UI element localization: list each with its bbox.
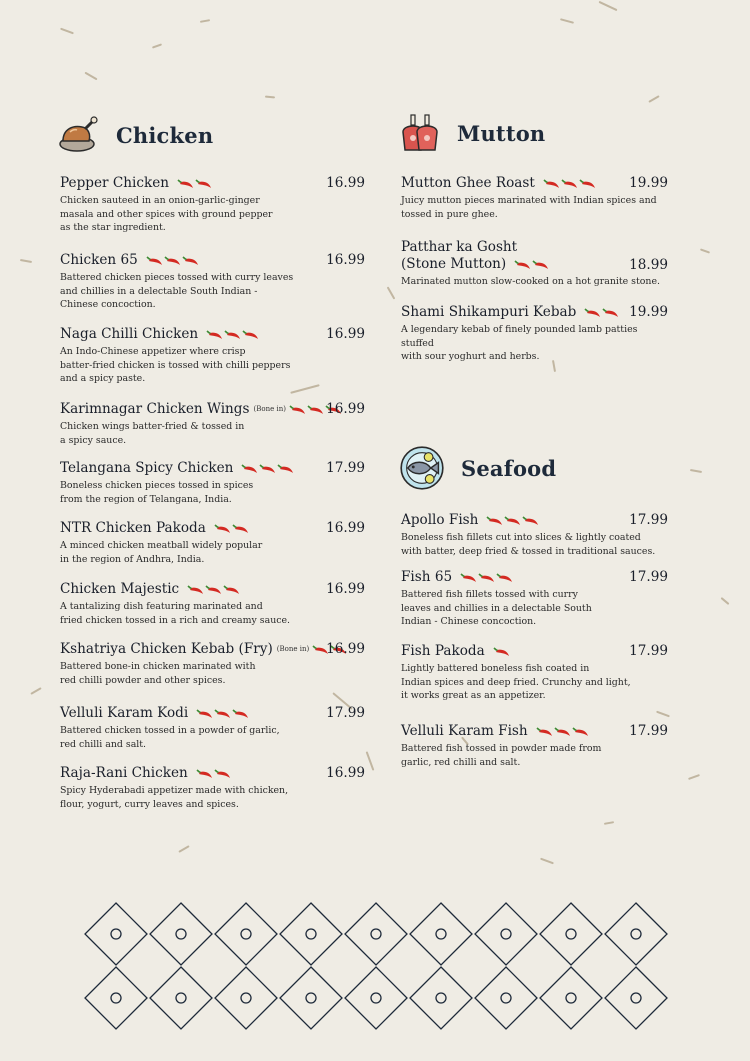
menu-item-description: Spicy Hyderabadi appetizer made with chicken, flour, yogurt, curry leaves and spices. [60, 785, 289, 810]
chili-pepper-icon [478, 573, 495, 583]
spice-level [196, 709, 249, 719]
menu-item-name-row [60, 641, 365, 658]
menu-item-price: 18.99 [629, 257, 668, 273]
menu-item-price: 16.99 [326, 252, 365, 268]
diamond-motif [540, 903, 602, 965]
menu-item [60, 765, 365, 811]
menu-item-name-row [60, 520, 365, 537]
chili-pepper-icon [177, 179, 194, 189]
menu-item [60, 252, 365, 312]
mutton-section-header [399, 112, 545, 154]
chili-pepper-icon [164, 256, 181, 266]
chili-pepper-icon [187, 585, 204, 595]
paper-fleck [540, 858, 554, 865]
menu-item-description: Chicken wings batter-fried & tossed in a spicy sauce. [60, 421, 245, 446]
spice-level [206, 330, 259, 340]
spice-level [241, 464, 294, 474]
chili-pepper-icon [224, 330, 241, 340]
menu-item-name: Apollo Fish [401, 512, 479, 528]
chili-pepper-icon [242, 330, 259, 340]
menu-item-description: Marinated mutton slow-cooked on a hot granite stone. [401, 276, 660, 287]
menu-item-description: Battered fish tossed in powder made from garlic, red chilli and salt. [401, 743, 602, 768]
menu-item-description: A tantalizing dish featuring marinated and fried chicken tossed in a rich and creamy sauce. [60, 601, 291, 626]
chicken-section-header [58, 114, 213, 156]
mutton-menu-list [401, 175, 668, 375]
spice-level [584, 308, 619, 318]
chili-pepper-icon [561, 179, 578, 189]
menu-item-name-row [401, 512, 668, 529]
menu-item-price: 17.99 [326, 705, 365, 721]
menu-item [401, 723, 668, 769]
spice-level [486, 516, 539, 526]
chili-pepper-icon [241, 464, 258, 474]
menu-item [401, 643, 668, 703]
menu-item-name-row [401, 239, 668, 256]
menu-item [60, 641, 365, 687]
diamond-motif [605, 967, 667, 1029]
chili-pepper-icon [214, 709, 231, 719]
menu-item-name-row [401, 175, 668, 192]
roast-chicken-icon [58, 114, 100, 156]
fish-plate-icon [399, 445, 445, 491]
diamond-motif [85, 967, 147, 1029]
menu-item-name: NTR Chicken Pakoda [60, 520, 206, 536]
chili-pepper-icon [259, 464, 276, 474]
diamond-motif [280, 967, 342, 1029]
diamond-motif [150, 967, 212, 1029]
spice-level [214, 524, 249, 534]
paper-fleck [30, 687, 41, 695]
paper-fleck [152, 43, 162, 48]
menu-item-note: (Bone in) [253, 405, 286, 413]
menu-item [60, 581, 365, 627]
menu-item [401, 569, 668, 629]
paper-fleck [648, 95, 659, 103]
menu-item-price: 19.99 [629, 304, 668, 320]
spice-level [187, 585, 240, 595]
menu-item-name-row [401, 304, 668, 321]
chili-pepper-icon [496, 573, 513, 583]
paper-fleck [700, 248, 710, 253]
menu-item [401, 175, 668, 221]
menu-item-name: Kshatriya Chicken Kebab (Fry) [60, 641, 273, 657]
diamond-motif [150, 903, 212, 965]
chicken-menu-list [60, 175, 365, 835]
menu-item-name-row [60, 401, 365, 418]
menu-item-name-row [60, 581, 365, 598]
paper-fleck [265, 96, 275, 99]
menu-item-name: Shami Shikampuri Kebab [401, 304, 577, 320]
chili-pepper-icon [223, 585, 240, 595]
menu-item-name: Karimnagar Chicken Wings [60, 401, 250, 417]
chili-pepper-icon [554, 727, 571, 737]
chili-pepper-icon [232, 524, 249, 534]
paper-fleck [599, 1, 618, 11]
chili-pepper-icon [307, 405, 324, 415]
diamond-motif [410, 903, 472, 965]
diamond-motif [475, 967, 537, 1029]
paper-fleck [84, 72, 97, 81]
menu-item-price: 16.99 [326, 401, 365, 417]
diamond-motif [410, 967, 472, 1029]
menu-item-description: Boneless fish fillets cut into slices & lightly coated with batter, deep fried & tossed in traditional sauces. [401, 532, 656, 557]
menu-item [60, 520, 365, 566]
menu-item-price: 16.99 [326, 581, 365, 597]
chili-pepper-icon [205, 585, 222, 595]
menu-item-name: Chicken 65 [60, 252, 138, 268]
menu-item-description: Boneless chicken pieces tossed in spices from the region of Telangana, India. [60, 480, 254, 505]
menu-item-name-row [401, 569, 668, 586]
spice-level [146, 256, 199, 266]
menu-item-name-row [401, 256, 668, 273]
menu-item-name: Mutton Ghee Roast [401, 175, 535, 191]
menu-item-name: Raja-Rani Chicken [60, 765, 188, 781]
section-title-seafood: Seafood [461, 455, 557, 481]
spice-level [493, 647, 510, 657]
chili-pepper-icon [514, 260, 531, 270]
chili-pepper-icon [486, 516, 503, 526]
menu-item-price: 19.99 [629, 175, 668, 191]
menu-item-description: A minced chicken meatball widely popular in the region of Andhra, India. [60, 540, 263, 565]
chili-pepper-icon [493, 647, 510, 657]
chili-pepper-icon [504, 516, 521, 526]
chili-pepper-icon [460, 573, 477, 583]
chili-pepper-icon [289, 405, 306, 415]
menu-item-name: Fish 65 [401, 569, 453, 585]
menu-item-name: Velluli Karam Fish [401, 723, 528, 739]
menu-item-price: 17.99 [629, 643, 668, 659]
spice-level [196, 769, 231, 779]
menu-item-price: 16.99 [326, 641, 365, 657]
menu-item [60, 705, 365, 751]
paper-fleck [60, 28, 74, 35]
section-title-chicken: Chicken [116, 122, 214, 148]
menu-item-name-row [60, 175, 365, 192]
chili-pepper-icon [584, 308, 601, 318]
seafood-menu-list [401, 512, 668, 812]
paper-fleck [604, 821, 614, 825]
menu-item [60, 175, 365, 235]
diamond-circle-pattern [84, 902, 668, 1034]
chili-pepper-icon [182, 256, 199, 266]
spice-level [536, 727, 589, 737]
paper-fleck [20, 259, 32, 263]
menu-item-price: 17.99 [629, 512, 668, 528]
diamond-motif [215, 903, 277, 965]
chili-pepper-icon [536, 727, 553, 737]
diamond-motif [85, 903, 147, 965]
menu-item [401, 304, 668, 364]
menu-item-price: 17.99 [629, 723, 668, 739]
menu-item-price: 16.99 [326, 520, 365, 536]
menu-item-name-row [60, 326, 365, 343]
paper-fleck [200, 19, 210, 23]
spice-level [514, 260, 549, 270]
menu-item-note: (Bone in) [276, 645, 310, 653]
chili-pepper-icon [543, 179, 560, 189]
menu-item-description: An Indo-Chinese appetizer where crisp batter-fried chicken is tossed with chilli peppers and a spicy paste. [60, 346, 291, 385]
paper-fleck [366, 751, 375, 770]
section-title-mutton: Mutton [457, 120, 546, 146]
menu-item-description: Lightly battered boneless fish coated in Indian spices and deep fried. Crunchy and light, it works great as an appetizer. [401, 663, 631, 702]
spice-level [543, 179, 596, 189]
chili-pepper-icon [196, 769, 213, 779]
chili-pepper-icon [214, 769, 231, 779]
chili-pepper-icon [196, 709, 213, 719]
mutton-chops-icon [399, 112, 441, 154]
paper-fleck [690, 469, 702, 473]
menu-item-name: Pepper Chicken [60, 175, 170, 191]
chili-pepper-icon [206, 330, 223, 340]
menu-item-name-row [401, 643, 668, 660]
diamond-motif [345, 967, 407, 1029]
menu-item [401, 239, 668, 289]
chili-pepper-icon [579, 179, 596, 189]
menu-item-description: Battered chicken pieces tossed with curry leaves and chillies in a delectable South Indian - Chinese concoction. [60, 272, 294, 311]
diamond-motif [345, 903, 407, 965]
menu-item-description: A legendary kebab of finely pounded lamb patties stuffed with sour yoghurt and herbs. [401, 324, 638, 363]
menu-item-name: Velluli Karam Kodi [60, 705, 189, 721]
menu-item-name-row [60, 252, 365, 269]
chili-pepper-icon [572, 727, 589, 737]
menu-item-subname: (Stone Mutton) [401, 256, 507, 272]
menu-item-name-row [60, 765, 365, 782]
menu-item-description: Battered fish fillets tossed with curry leaves and chillies in a delectable South Indian - Chinese concoction. [401, 589, 592, 628]
menu-item [60, 460, 365, 506]
diamond-motif [280, 903, 342, 965]
paper-fleck [178, 845, 189, 853]
chili-pepper-icon [146, 256, 163, 266]
menu-item-description: Juicy mutton pieces marinated with Indian spices and tossed in pure ghee. [401, 195, 657, 220]
chili-pepper-icon [522, 516, 539, 526]
menu-item-name-row [60, 705, 365, 722]
seafood-section-header [399, 445, 556, 491]
menu-item-description: Battered chicken tossed in a powder of garlic, red chilli and salt. [60, 725, 280, 750]
menu-item-name: Telangana Spicy Chicken [60, 460, 234, 476]
menu-item [60, 326, 365, 386]
menu-item-price: 16.99 [326, 765, 365, 781]
menu-item-price: 16.99 [326, 175, 365, 191]
paper-fleck [688, 774, 700, 780]
menu-item [401, 512, 668, 558]
paper-fleck [560, 18, 574, 24]
menu-item-description: Chicken sauteed in an onion-garlic-ginger masala and other spices with ground pepper as the star ingredient. [60, 195, 273, 234]
chili-pepper-icon [232, 709, 249, 719]
menu-item [60, 401, 365, 447]
diamond-motif [215, 967, 277, 1029]
menu-item-name: Fish Pakoda [401, 643, 485, 659]
menu-item-price: 16.99 [326, 326, 365, 342]
menu-item-name-row [401, 723, 668, 740]
spice-level [460, 573, 513, 583]
diamond-motif [605, 903, 667, 965]
chili-pepper-icon [602, 308, 619, 318]
menu-item-name: Patthar ka Gosht [401, 239, 518, 255]
paper-fleck [387, 286, 396, 299]
chili-pepper-icon [277, 464, 294, 474]
spice-level [177, 179, 212, 189]
paper-fleck [721, 597, 730, 605]
chili-pepper-icon [195, 179, 212, 189]
menu-item-price: 17.99 [629, 569, 668, 585]
menu-item-price: 17.99 [326, 460, 365, 476]
menu-item-description: Battered bone-in chicken marinated with red chilli powder and other spices. [60, 661, 256, 686]
diamond-motif [540, 967, 602, 1029]
chili-pepper-icon [532, 260, 549, 270]
menu-item-name-row [60, 460, 365, 477]
menu-item-name: Naga Chilli Chicken [60, 326, 199, 342]
diamond-motif [475, 903, 537, 965]
menu-item-name: Chicken Majestic [60, 581, 180, 597]
chili-pepper-icon [214, 524, 231, 534]
